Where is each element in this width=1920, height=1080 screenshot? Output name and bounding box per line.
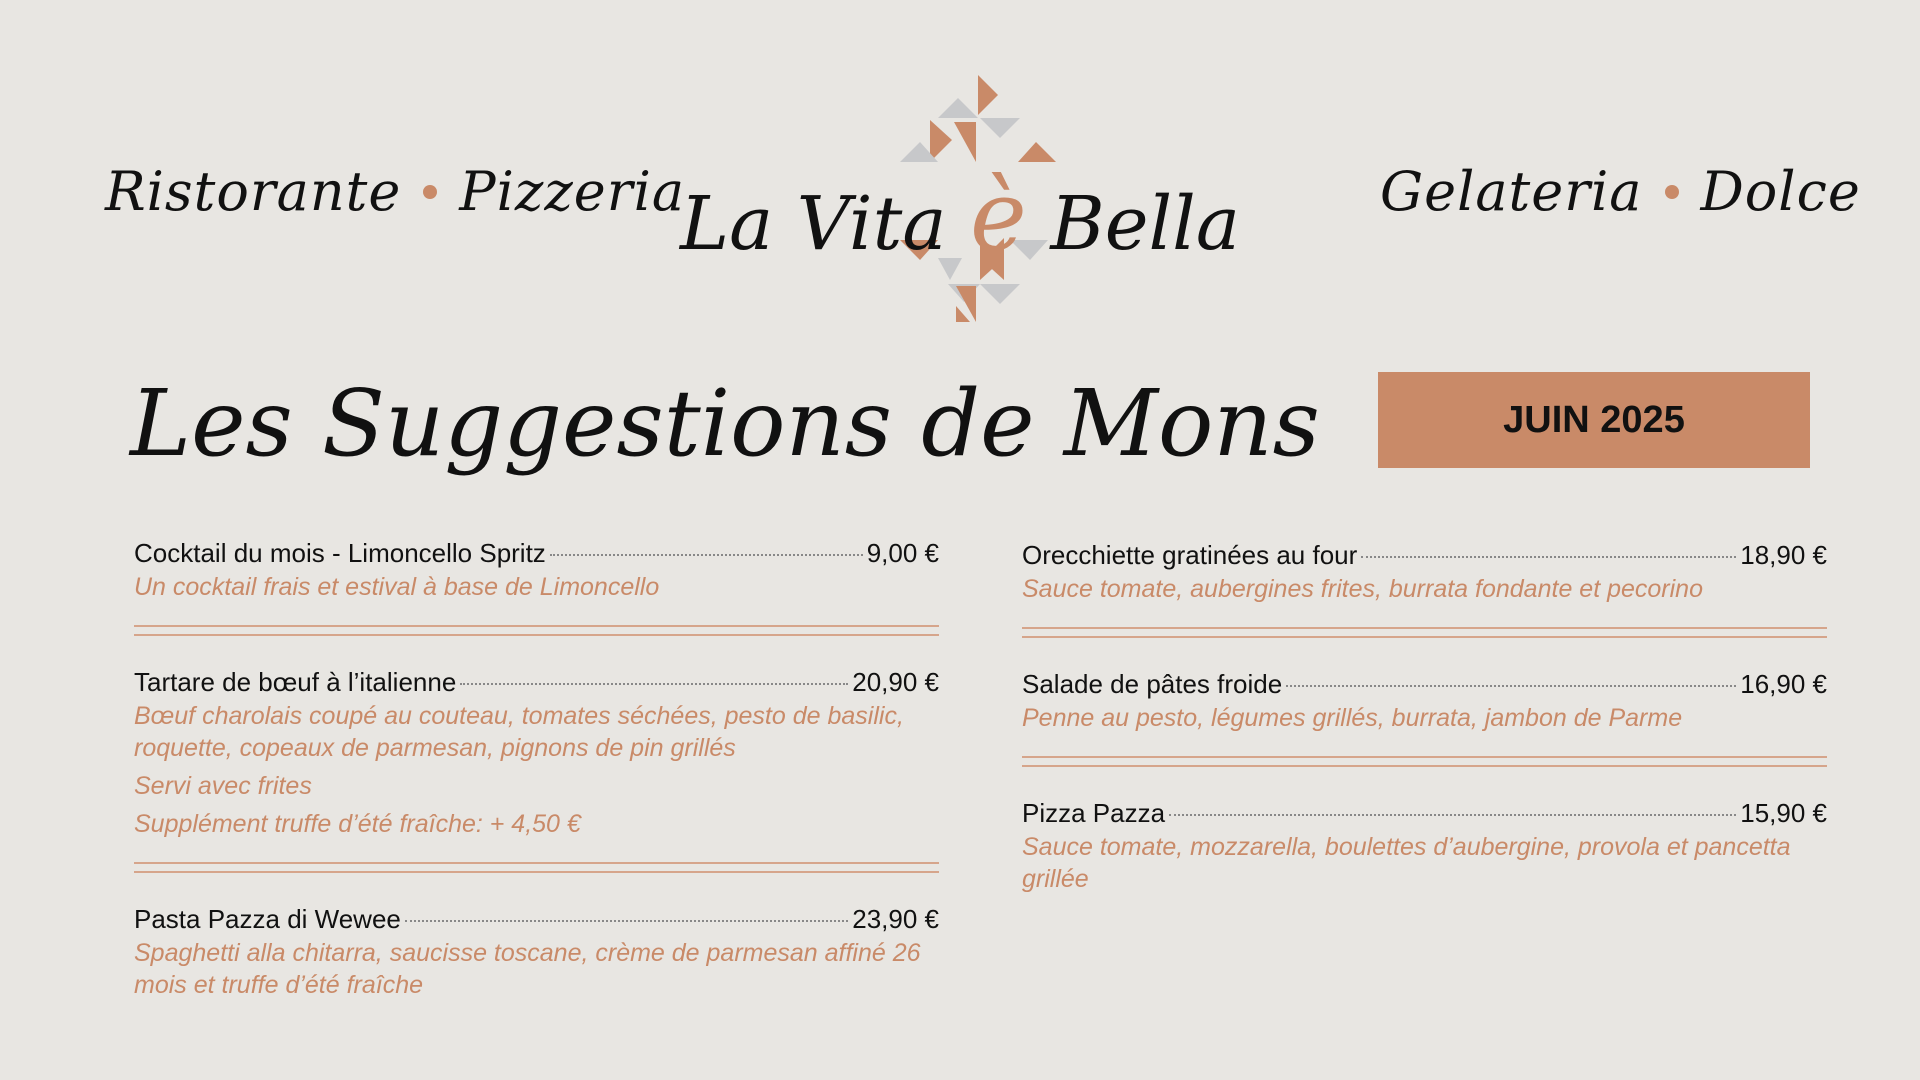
dotted-leader: [550, 554, 863, 556]
menu-item-name: Pizza Pazza: [1022, 798, 1166, 828]
menu-item: [134, 538, 939, 603]
separator-dot: [423, 185, 437, 199]
menu-item-name: Salade de pâtes froide: [1022, 669, 1283, 699]
menu-column-left: [134, 538, 939, 1001]
divider: [1022, 627, 1827, 629]
menu-item-name: Cocktail du mois - Limoncello Spritz: [134, 538, 546, 568]
menu-item-price: 16,90 €: [1740, 669, 1827, 699]
dotted-leader: [405, 920, 848, 922]
tagline-dolce: Dolce: [1700, 160, 1861, 223]
dotted-leader: [1361, 556, 1736, 558]
menu-item-name: Tartare de bœuf à l’italienne: [134, 667, 457, 697]
dotted-leader: [1169, 814, 1736, 816]
divider: [134, 625, 939, 627]
menu-item-price: 20,90 €: [852, 667, 939, 697]
menu-item-description: Bœuf charolais coupé au couteau, tomates séchées, pesto de basilic, roquette, copeaux de parmesan, pignons de pin grillés: [134, 702, 904, 762]
restaurant-logo: [680, 70, 1240, 330]
menu-item-note: Servi avec frites: [134, 772, 312, 800]
menu-item-description: Penne au pesto, légumes grillés, burrata, jambon de Parme: [1022, 704, 1683, 732]
menu-item: [1022, 669, 1827, 734]
menu-item-name: Orecchiette gratinées au four: [1022, 540, 1358, 570]
menu-item-price: 18,90 €: [1740, 540, 1827, 570]
page-title: Les Suggestions de Mons: [130, 370, 1320, 477]
menu-item: [1022, 798, 1827, 895]
menu-item-price: 15,90 €: [1740, 798, 1827, 828]
tagline-ristorante: Ristorante: [105, 160, 402, 223]
separator-dot: [1665, 185, 1679, 199]
menu-column-right: [1022, 540, 1827, 895]
menu-item-price: 23,90 €: [852, 904, 939, 934]
menu-item-description: Sauce tomate, mozzarella, boulettes d’aubergine, provola et pancetta grillée: [1022, 833, 1791, 893]
tagline-pizzeria: Pizzeria: [459, 160, 686, 223]
tagline-gelateria: Gelateria: [1380, 160, 1643, 223]
logo-wordmark: [680, 160, 1240, 272]
logo-bella: Bella: [1050, 181, 1240, 267]
logo-e-accent: è: [970, 160, 1027, 272]
menu-item-description: Sauce tomate, aubergines frites, burrata fondante et pecorino: [1022, 575, 1703, 603]
menu-item: [134, 904, 939, 1001]
menu-item-description: Un cocktail frais et estival à base de Limoncello: [134, 573, 660, 601]
menu-item-price: 9,00 €: [866, 538, 939, 568]
menu-item: [134, 667, 939, 840]
menu-item-name: Pasta Pazza di Wewee: [134, 904, 401, 934]
dotted-leader: [460, 683, 848, 685]
menu-item: [1022, 540, 1827, 605]
divider: [134, 862, 939, 864]
dotted-leader: [1286, 685, 1736, 687]
divider: [1022, 756, 1827, 758]
logo-la-vita: La Vita: [680, 181, 947, 267]
header-left-tagline: [105, 160, 685, 223]
header-right-tagline: [1380, 160, 1861, 223]
menu-item-description: Spaghetti alla chitarra, saucisse toscane, crème de parmesan affiné 26 mois et truffe d’été fraîche: [134, 939, 921, 999]
month-badge: JUIN 2025: [1378, 372, 1810, 468]
menu-item-supplement: Supplément truffe d’été fraîche: + 4,50 €: [134, 810, 581, 838]
